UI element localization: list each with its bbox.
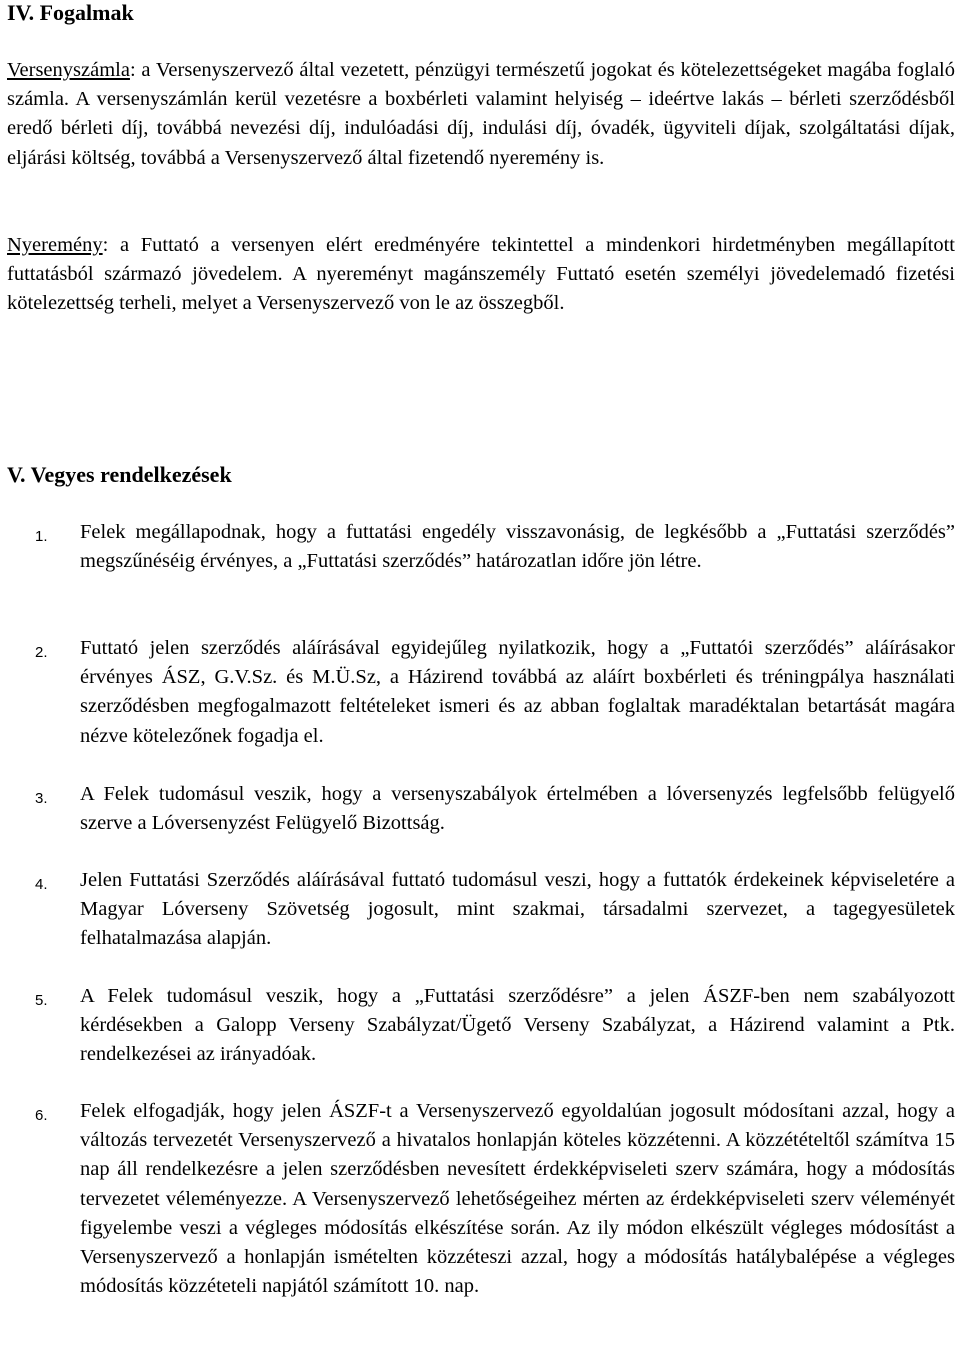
provision-item	[7, 634, 955, 751]
section-heading-iv: IV. Fogalmak	[7, 0, 134, 25]
definition-text: : a Futtató a versenyen elért eredményére tekintettel a mindenkori hirdetményben megállapított futtatásból származó jövedelem. A nyereményt magánszemély Futtató esetén személyi jövedelemadó fizetési kötelezettség terheli, melyet a Versenyszervező von le az összegből.	[7, 234, 955, 315]
provision-number: 2.	[35, 644, 48, 661]
definition-nyeremeny	[7, 231, 955, 319]
provision-text: Felek elfogadják, hogy jelen ÁSZF-t a Versenyszervező egyoldalúan jogosult módosítani azzal, hogy a változás tervezetét Versenyszervező a hivatalos honlapján köteles közzétenni. A közzétételtől számítva 15 nap áll rendelkezésre a jelen szerződésben nevesített érdekképviseleti szerv számára, hogy a módosítás tervezetet véleményezze. A Versenyszervező lehetőségeihez mérten az érdekképviseleti szerv véleményét figyelembe veszi a végleges módosítás elkészítése során. Az ily módon elkészült végleges módosítást a Versenyszervező a honlapján ismételten közzéteszi azzal, hogy a módosítás hatálybalépése a végleges módosítás közzéteteli napjától számított 10. nap.	[80, 1100, 955, 1298]
provision-number: 6.	[35, 1107, 48, 1124]
definition-term: Nyeremény	[7, 234, 103, 256]
provision-text: Jelen Futtatási Szerződés aláírásával futtató tudomásul veszi, hogy a futtatók érdekeinek képviseletére a Magyar Lóverseny Szövetség jogosult, mint szakmai, társadalmi szervezet, a tagegyesületek felhatalmazása alapján.	[80, 869, 955, 950]
provision-text: Futtató jelen szerződés aláírásával egyidejűleg nyilatkozik, hogy a „Futtatói szerződés” aláírásakor érvényes ÁSZ, G.V.Sz. és M.Ü.Sz, a Házirend továbbá az aláírt boxbérleti és tréningpálya használati szerződésben megfogalmazott feltételeket ismeri és az abban foglaltak maradéktalan betartását magára nézve kötelezőnek fogadja el.	[80, 637, 955, 747]
definition-versenyszamla	[7, 56, 955, 173]
provision-number: 4.	[35, 876, 48, 893]
definition-term: Versenyszámla	[7, 59, 130, 81]
provision-item	[7, 518, 955, 576]
section-heading-v: V. Vegyes rendelkezések	[7, 462, 232, 487]
provision-number: 1.	[35, 528, 48, 545]
provision-text: Felek megállapodnak, hogy a futtatási engedély visszavonásig, de legkésőbb a „Futtatási szerződés” megszűnéséig érvényes, a „Futtatási szerződés” határozatlan időre jön létre.	[80, 521, 955, 573]
provision-text: A Felek tudomásul veszik, hogy a „Futtatási szerződésre” a jelen ÁSZF-ben nem szabályozott kérdésekben a Galopp Verseny Szabályzat/Ügető Verseny Szabályzat, a Házirend valamint a Ptk. rendelkezései az irányadóak.	[80, 985, 955, 1066]
provision-number: 5.	[35, 992, 48, 1009]
provision-item	[7, 866, 955, 954]
provision-item	[7, 1097, 955, 1301]
definition-text: : a Versenyszervező által vezetett, pénzügyi természetű jogokat és kötelezettségeket magába foglaló számla. A versenyszámlán kerül vezetésre a boxbérleti valamint helyiség – ideértve lakás – bérleti szerződésből eredő bérleti díj, továbbá nevezési díj, indulóadási díj, indulási díj, óvadék, ügyviteli díjak, szolgáltatási díjak, eljárási költség, továbbá a Versenyszervező által fizetendő nyeremény is.	[7, 59, 955, 169]
provision-item	[7, 780, 955, 838]
provision-text: A Felek tudomásul veszik, hogy a versenyszabályok értelmében a lóversenyzés legfelsőbb felügyelő szerve a Lóversenyzést Felügyelő Bizottság.	[80, 783, 955, 835]
provision-item	[7, 982, 955, 1070]
provision-number: 3.	[35, 790, 48, 807]
